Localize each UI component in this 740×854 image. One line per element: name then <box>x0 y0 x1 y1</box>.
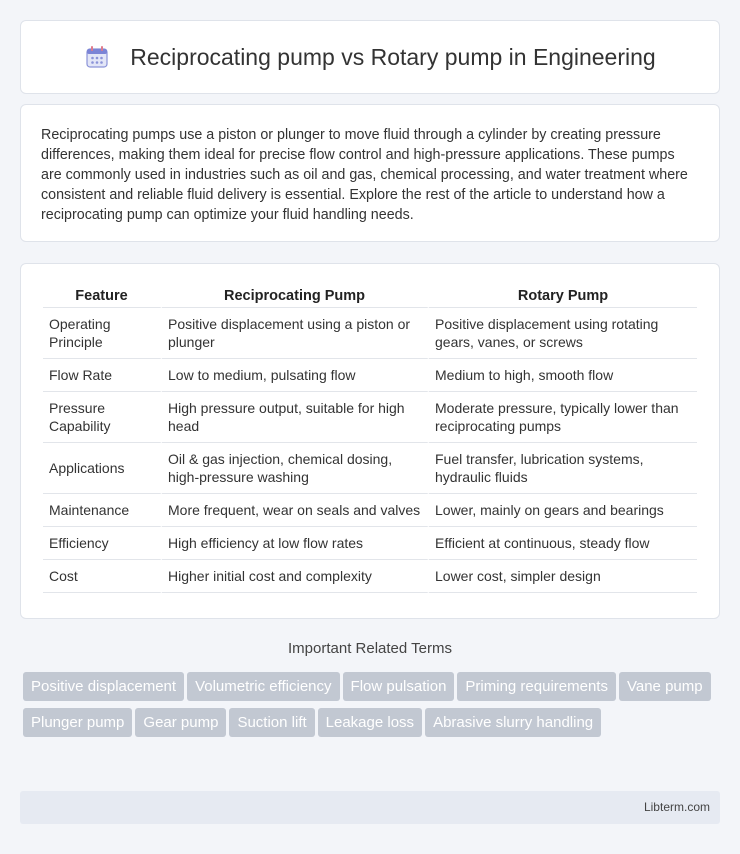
table-cell: Fuel transfer, lubrication systems, hydraulic fluids <box>429 443 697 494</box>
table-cell: Maintenance <box>43 494 162 527</box>
table-cell: Moderate pressure, typically lower than reciprocating pumps <box>429 392 697 443</box>
table-cell: Efficient at continuous, steady flow <box>429 527 697 560</box>
table-cell: More frequent, wear on seals and valves <box>162 494 429 527</box>
table-cell: Medium to high, smooth flow <box>429 359 697 392</box>
intro-card <box>20 104 720 242</box>
related-term-tag[interactable]: Plunger pump <box>23 708 132 737</box>
related-terms-list <box>23 672 723 744</box>
related-term-tag[interactable]: Suction lift <box>229 708 314 737</box>
related-term-tag[interactable]: Gear pump <box>135 708 226 737</box>
table-cell: High pressure output, suitable for high head <box>162 392 429 443</box>
related-term-tag[interactable]: Volumetric efficiency <box>187 672 339 701</box>
table-cell: Flow Rate <box>43 359 162 392</box>
table-cell: Cost <box>43 560 162 593</box>
table-row <box>43 560 697 593</box>
related-term-tag[interactable]: Leakage loss <box>318 708 422 737</box>
header-card <box>20 20 720 94</box>
column-header: Reciprocating Pump <box>162 282 429 308</box>
page-title: Reciprocating pump vs Rotary pump in Engineering <box>130 43 656 70</box>
related-terms-title: Important Related Terms <box>288 640 452 657</box>
related-term-tag[interactable]: Flow pulsation <box>343 672 455 701</box>
table-row <box>43 527 697 560</box>
table-cell: Lower cost, simpler design <box>429 560 697 593</box>
comparison-table <box>43 282 697 593</box>
table-cell: Positive displacement using rotating gears, vanes, or screws <box>429 308 697 359</box>
calendar-icon <box>84 44 110 70</box>
table-row <box>43 359 697 392</box>
column-header: Feature <box>43 282 162 308</box>
table-row <box>43 392 697 443</box>
table-cell: Positive displacement using a piston or plunger <box>162 308 429 359</box>
related-term-tag[interactable]: Priming requirements <box>457 672 616 701</box>
table-row <box>43 494 697 527</box>
column-header: Rotary Pump <box>429 282 697 308</box>
comparison-table-card <box>20 263 720 619</box>
table-cell: Applications <box>43 443 162 494</box>
intro-text: Reciprocating pumps use a piston or plunger to move fluid through a cylinder by creating pressure differences, making them ideal for precise flow control and high-pressure applications. These pumps are commonly used in industries such as oil and gas, chemical processing, and water treatment where consistent and reliable fluid delivery is essential. Explore the rest of the article to understand how a reciprocating pump can optimize your fluid handling needs. <box>41 127 688 223</box>
table-cell: Oil & gas injection, chemical dosing, high-pressure washing <box>162 443 429 494</box>
table-cell: Pressure Capability <box>43 392 162 443</box>
table-row <box>43 443 697 494</box>
related-term-tag[interactable]: Abrasive slurry handling <box>425 708 601 737</box>
table-cell: Higher initial cost and complexity <box>162 560 429 593</box>
footer <box>20 791 720 824</box>
table-cell: Lower, mainly on gears and bearings <box>429 494 697 527</box>
table-cell: High efficiency at low flow rates <box>162 527 429 560</box>
related-term-tag[interactable]: Vane pump <box>619 672 711 701</box>
related-term-tag[interactable]: Positive displacement <box>23 672 184 701</box>
table-cell: Efficiency <box>43 527 162 560</box>
table-row <box>43 308 697 359</box>
table-header-row <box>43 282 697 308</box>
table-cell: Operating Principle <box>43 308 162 359</box>
footer-site-link[interactable]: Libterm.com <box>643 800 710 814</box>
table-cell: Low to medium, pulsating flow <box>162 359 429 392</box>
